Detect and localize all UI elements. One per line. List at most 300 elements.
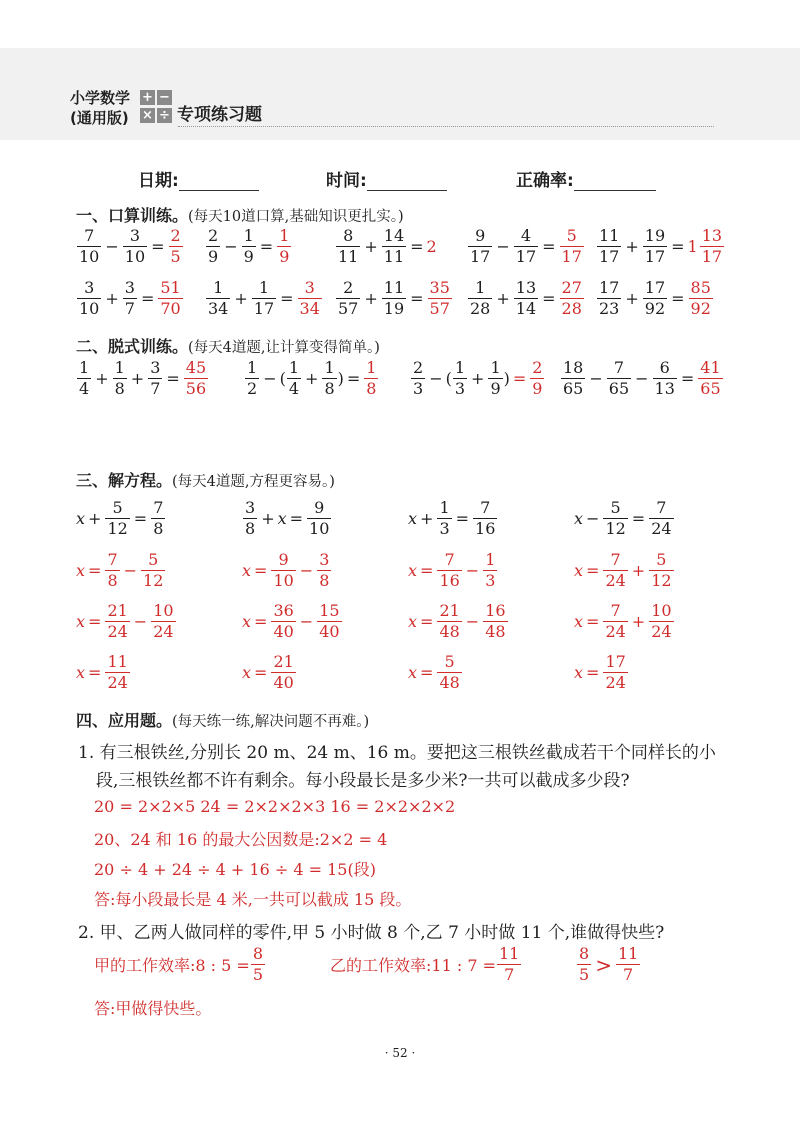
fraction [106,654,128,691]
section-word-problems-title [76,708,369,731]
denominator: 23 [599,299,620,318]
numerator: 4 [520,226,532,245]
numerator: 2 [532,358,543,377]
fraction [78,280,100,317]
equation-4-solution [574,654,629,691]
answer [429,280,451,317]
numerator: 3 [304,278,315,297]
math-symbol: ( [445,369,452,388]
fraction [489,360,501,397]
denominator: 10 [273,571,294,590]
answer [561,228,583,265]
variable: x [408,612,418,631]
fraction [272,603,294,640]
denominator: 40 [319,622,340,641]
numerator: 41 [700,358,721,377]
calc-problem-1 [76,360,209,397]
fraction [608,360,630,397]
fraction [604,500,626,537]
denominator: 8 [366,379,377,398]
fraction [650,500,672,537]
numerator: 11 [383,278,405,297]
brand-line2: (通用版) [70,109,129,127]
fraction [438,603,460,640]
denominator: 7 [150,379,161,398]
math-symbol: − [105,237,119,256]
math-symbol: = [410,237,424,256]
numerator: 16 [485,601,506,620]
math-symbol: = [346,369,361,388]
numerator: 1 [247,358,258,377]
denominator: 65 [608,379,630,398]
numerator: 7 [610,550,621,569]
denominator: 4 [79,379,90,398]
equation-3-solution [408,654,463,691]
fraction [469,228,491,265]
fraction [318,603,340,640]
math-symbol: + [95,369,109,388]
equation-2-step-1 [242,552,332,589]
math-symbol: − [299,561,314,580]
variable: x [574,612,584,631]
math-symbol: + [631,561,646,580]
numerator: 3 [245,498,256,517]
numerator: 5 [566,226,577,245]
fraction [474,500,496,537]
accuracy-blank[interactable] [574,170,656,191]
fraction [438,500,450,537]
numerator: 3 [84,278,95,297]
math-symbol: = [166,369,180,388]
denominator: 17 [470,247,491,266]
fraction [650,552,672,589]
variable: x [408,509,418,528]
math-symbol: = [280,289,294,308]
fraction [337,228,359,265]
denominator: 12 [605,519,626,538]
variable: x [76,612,86,631]
fraction [469,280,491,317]
denominator: 92 [644,299,666,318]
answer [365,360,377,397]
oral-problem-1 [76,228,184,265]
math-symbol: = [259,237,274,256]
denominator: 2 [247,379,258,398]
section-title-text: 三、解方程。 [76,471,173,490]
denominator: 9 [490,379,501,398]
fraction [272,654,294,691]
variable: x [574,509,584,528]
denominator: 12 [107,519,128,538]
numerator: 1 [114,358,125,377]
fraction [142,552,164,589]
denominator: 8 [107,571,118,590]
numerator: 1 [485,550,496,569]
numerator: 7 [444,550,455,569]
answer [701,228,723,265]
fraction [484,552,496,589]
denominator: 9 [279,247,290,266]
problem-2-answer-a [94,946,266,983]
answer [531,360,543,397]
equation-2 [242,500,332,537]
equation-2-solution [242,654,297,691]
fraction [252,946,264,983]
denominator: 13 [654,379,675,398]
section-note: (每天10道口算,基础知识更扎实。) [188,209,404,225]
denominator: 56 [185,379,207,398]
numerator: 13 [701,226,723,245]
denominator: 8 [114,379,125,398]
denominator: 3 [485,571,496,590]
fraction [152,603,174,640]
numerator: 7 [84,226,95,245]
time-blank[interactable] [367,170,447,191]
calc-problem-4 [560,360,724,397]
fraction [124,280,136,317]
math-symbol: 乙的工作效率:11 : 7 = [330,956,496,975]
numerator: 11 [107,652,128,671]
fraction [650,603,672,640]
numerator: 85 [690,278,711,297]
denominator: 28 [561,299,582,318]
answer [690,280,712,317]
numerator: 7 [153,498,164,517]
answer-whole: 1 [687,237,698,256]
denominator: 65 [700,379,721,398]
denominator: 14 [515,299,537,318]
denominator: 48 [439,673,460,692]
math-symbol: − [263,369,277,388]
denominator: 5 [579,965,590,984]
numerator: 8 [252,944,263,963]
denominator: 7 [616,964,640,983]
numerator: 1 [213,278,224,297]
math-symbol: = [586,612,600,631]
problem-1-answer-2: 20、24 和 16 的最大公因数是:2×2 = 4 [94,830,388,849]
math-symbol: + [625,289,639,308]
denominator: 10 [124,247,146,266]
problem-2-answer: 答:甲做得快些。 [94,999,212,1018]
math-symbol: = [512,369,527,388]
oral-problem-4 [467,228,585,265]
math-symbol: + [625,237,639,256]
numerator: 21 [107,601,128,620]
answer [185,360,207,397]
math-symbol: + [105,289,119,308]
numerator: 9 [475,226,486,245]
math-symbol: = [542,289,556,308]
numerator: 6 [659,358,670,377]
date-blank[interactable] [179,170,259,191]
fraction [383,280,405,317]
denominator: 8 [324,379,335,398]
denominator: 10 [309,519,330,538]
math-symbol: = [151,237,165,256]
problem-2-answer-b [330,946,522,983]
math-symbol: = [410,289,424,308]
denominator: 10 [79,299,100,318]
minus-icon: − [157,90,172,105]
section-title-text: 四、应用题。 [76,711,173,730]
denominator: 17 [515,247,537,266]
math-symbol: = [455,509,470,528]
math-symbol: + [631,612,646,631]
denominator: 24 [107,673,128,692]
denominator: 92 [690,299,711,318]
numerator: 7 [480,498,491,517]
numerator: 7 [107,550,118,569]
math-symbol: = [671,289,685,308]
fraction [454,360,466,397]
problem-1-answer-1: 20 = 2×2×5 24 = 2×2×2×3 16 = 2×2×2×2 [94,797,456,816]
math-symbol: = [88,612,102,631]
variable: x [242,663,252,682]
numerator: 1 [366,358,377,377]
numerator: 1 [288,358,300,377]
math-symbol: + [364,237,378,256]
section-title-text: 二、脱式训练。 [76,337,189,356]
equation-3-step-2 [408,603,509,640]
numerator: 1 [475,278,486,297]
numerator: 11 [599,226,620,245]
fraction [654,360,676,397]
numerator: 2 [343,278,354,297]
oral-problem-2 [205,228,292,265]
math-symbol: ) [337,369,344,388]
math-symbol: = [420,561,434,580]
fraction [106,603,128,640]
numerator: 1 [490,358,501,377]
fraction [78,228,100,265]
denominator: 8 [153,519,164,538]
fraction [644,280,666,317]
numerator: 8 [343,226,354,245]
denominator: 24 [605,571,626,590]
calc-problem-2 [244,360,379,397]
denominator: 65 [563,379,584,398]
oral-problem-5 [596,228,725,265]
numerator: 17 [599,278,620,297]
math-symbol: + [234,289,248,308]
fraction [106,500,128,537]
variable: x [574,561,584,580]
fraction [207,280,229,317]
fraction [604,603,626,640]
math-symbol: − [589,369,603,388]
numerator: 19 [644,226,666,245]
operator-icon-group [140,90,174,128]
math-symbol: + [496,289,510,308]
denominator: 34 [208,299,229,318]
math-symbol: = [254,612,268,631]
variable: x [408,663,418,682]
math-symbol: = [133,509,148,528]
section-equation-title [76,468,335,491]
oral-problem-6 [76,280,184,317]
fraction [617,946,639,983]
accuracy-field [516,166,656,191]
fraction [484,603,506,640]
math-symbol: = [420,612,434,631]
numerator: 27 [561,278,582,297]
date-field [138,166,259,191]
numerator: 3 [150,358,161,377]
date-label: 日期: [138,171,179,191]
denominator: 24 [605,673,626,692]
math-symbol: − [496,237,510,256]
math-symbol: = [542,237,556,256]
math-symbol: = [671,237,685,256]
math-symbol: − [224,237,238,256]
numerator: 14 [383,226,405,245]
denominator: 9 [532,379,543,398]
denominator: 8 [319,571,330,590]
math-symbol: − [635,369,649,388]
numerator: 13 [515,278,537,297]
denominator: 10 [79,247,100,266]
denominator: 8 [245,519,256,538]
numerator: 3 [129,226,141,245]
denominator: 48 [439,622,460,641]
numerator: 1 [279,226,290,245]
numerator: 2 [413,358,424,377]
fraction [207,228,219,265]
section-title-text: 一、口算训练。 [76,206,189,225]
numerator: 5 [148,550,159,569]
math-symbol: − [586,509,600,528]
fraction [337,280,359,317]
denominator: 17 [599,247,620,266]
variable: x [408,561,418,580]
denominator: 3 [454,379,466,398]
oral-problem-7 [205,280,323,317]
numerator: 21 [439,601,460,620]
time-field [326,166,447,191]
answer [159,280,181,317]
denominator: 5 [170,247,181,266]
numerator: 9 [278,550,289,569]
problem-2-comparison [576,946,641,983]
fraction [308,500,330,537]
math-symbol: + [420,509,434,528]
denominator: 19 [383,299,405,318]
denominator: 16 [475,519,496,538]
equation-1-solution [76,654,131,691]
denominator: 16 [439,571,460,590]
numerator: 3 [319,550,330,569]
fraction [644,228,666,265]
math-symbol: = [88,663,102,682]
math-symbol: − [429,369,443,388]
denominator: 40 [273,673,294,692]
numerator: 45 [185,358,207,377]
equation-4-step-2 [574,603,675,640]
series-title: 专项练习题 [177,105,262,125]
equation-1 [76,500,166,537]
problem-1-line-1: 1. 有三根铁丝,分别长 20 m、24 m、16 m。要把这三根铁丝截成若干个同样长的小 [78,743,716,763]
variable: x [277,509,287,528]
denominator: 24 [153,622,174,641]
math-symbol: = [586,663,600,682]
variable: x [242,612,252,631]
problem-2-line-1: 2. 甲、乙两人做同样的零件,甲 5 小时做 8 个,乙 7 小时做 11 个,谁做得快些? [78,923,665,943]
math-symbol: = [140,289,155,308]
math-symbol: + [88,509,102,528]
math-symbol: ( [279,369,286,388]
numerator: 51 [160,278,181,297]
answer [561,280,583,317]
fraction [598,280,620,317]
accuracy-label: 正确率: [516,171,574,191]
math-symbol: − [133,612,148,631]
equation-4 [574,500,675,537]
math-symbol: = [680,369,695,388]
fraction [604,654,626,691]
math-symbol: + [261,509,275,528]
page-number: · 52 · [384,1046,416,1060]
denominator: 9 [243,247,254,266]
numerator: 7 [613,358,625,377]
numerator: 10 [651,601,672,620]
fraction [383,228,405,265]
denominator: 3 [413,379,424,398]
math-symbol: = [420,663,434,682]
fraction [578,946,590,983]
fraction [78,360,90,397]
denominator: 11 [383,247,405,266]
denominator: 70 [160,299,181,318]
answer [278,228,290,265]
numerator: 7 [656,498,667,517]
numerator: 21 [273,652,294,671]
plus-icon: + [140,90,155,105]
numerator: 15 [319,601,340,620]
section-oral-title [76,203,404,226]
numerator: 17 [605,652,626,671]
fraction [253,280,275,317]
numerator: 10 [153,601,174,620]
answer [170,228,182,265]
denominator: 9 [208,247,219,266]
numerator: 36 [273,601,294,620]
fraction [562,360,584,397]
denominator: 5 [252,965,263,984]
denominator: 4 [288,379,300,398]
brand-line1: 小学数学 [70,89,131,107]
numerator: 1 [79,358,90,377]
numerator: 2 [170,226,181,245]
numerator: 18 [563,358,584,377]
math-symbol: ) [503,369,510,388]
math-symbol: − [123,561,138,580]
fraction [598,228,620,265]
equation-3 [408,500,498,537]
numerator: 1 [258,278,270,297]
fraction [438,552,460,589]
numerator: 1 [324,358,335,377]
numerator: 17 [644,278,666,297]
denominator: 57 [338,299,359,318]
denominator: 3 [439,519,450,538]
numerator: 8 [579,944,590,963]
fraction [515,228,537,265]
math-symbol: − [465,561,480,580]
math-symbol: = [586,561,600,580]
variable: x [76,561,86,580]
numerator: 5 [656,550,667,569]
numerator: 5 [610,498,621,517]
